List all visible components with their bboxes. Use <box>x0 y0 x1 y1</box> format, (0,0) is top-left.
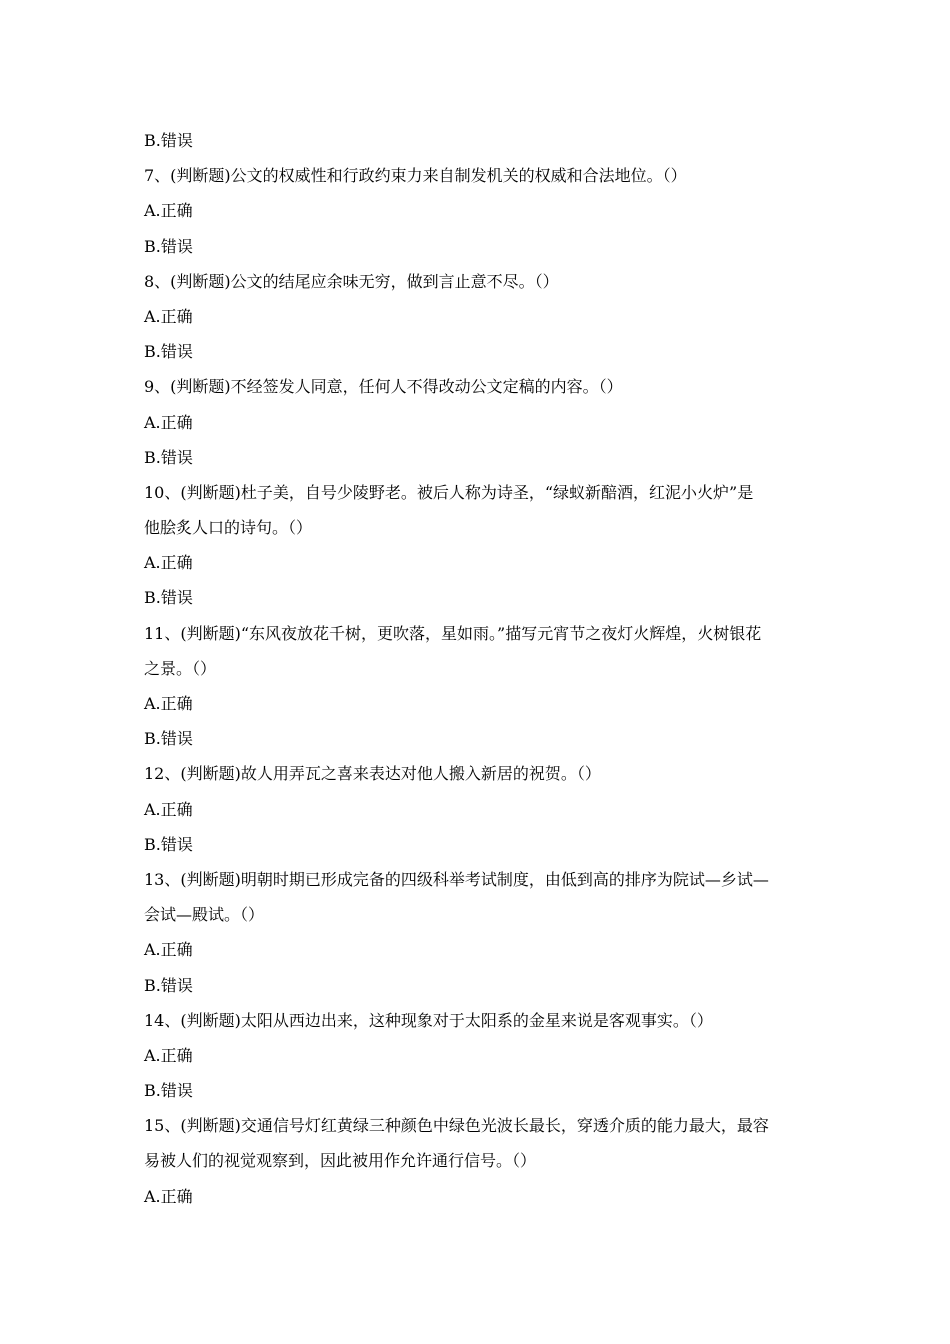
option-b: B.错误 <box>144 447 193 467</box>
option-b: B.错误 <box>144 588 193 608</box>
option-b: B.错误 <box>144 975 193 995</box>
question-10-continued: 他脍炙人口的诗句。（） <box>144 518 313 538</box>
question-13: 13、(判断题)明朝时期已形成完备的四级科举考试制度，由低到高的排序为院试—乡试— <box>144 869 769 889</box>
option-a: A.正确 <box>144 799 193 819</box>
question-8: 8、(判断题)公文的结尾应余味无穷，做到言止意不尽。（） <box>144 271 559 291</box>
question-7: 7、(判断题)公文的权威性和行政约束力来自制发机关的权威和合法地位。（） <box>144 166 687 186</box>
option-a: A.正确 <box>144 201 193 221</box>
question-11-continued: 之景。（） <box>144 658 217 678</box>
question-9: 9、(判断题)不经签发人同意，任何人不得改动公文定稿的内容。（） <box>144 377 623 397</box>
option-b: B.错误 <box>144 834 193 854</box>
question-15: 15、(判断题)交通信号灯红黄绿三种颜色中绿色光波长最长，穿透介质的能力最大，最容 <box>144 1116 769 1136</box>
option-a: A.正确 <box>144 412 193 432</box>
option-a: A.正确 <box>144 1045 193 1065</box>
option-b: B.错误 <box>144 1081 193 1101</box>
question-11: 11、(判断题)“东风夜放花千树，更吹落，星如雨。”描写元宵节之夜灯火辉煌，火树银花 <box>144 623 762 643</box>
question-list <box>144 123 806 1214</box>
question-10: 10、(判断题)杜子美，自号少陵野老。被后人称为诗圣，“绿蚁新醅酒，红泥小火炉”是 <box>144 482 754 502</box>
option-b: B.错误 <box>144 236 193 256</box>
question-13-continued: 会试—殿试。（） <box>144 905 265 925</box>
option-a: A.正确 <box>144 940 193 960</box>
option-a: A.正确 <box>144 306 193 326</box>
option-a: A.正确 <box>144 694 193 713</box>
option-b: B.错误 <box>144 729 193 749</box>
option-a: A.正确 <box>144 553 193 573</box>
question-12: 12、(判断题)故人用弄瓦之喜来表达对他人搬入新居的祝贺。（） <box>144 764 601 784</box>
option-b: B.错误 <box>144 131 193 150</box>
question-15-continued: 易被人们的视觉观察到，因此被用作允许通行信号。（） <box>144 1151 537 1171</box>
option-b: B.错误 <box>144 342 193 362</box>
option-a: A.正确 <box>144 1186 193 1206</box>
question-14: 14、(判断题)太阳从西边出来，这种现象对于太阳系的金星来说是客观事实。（） <box>144 1010 713 1030</box>
